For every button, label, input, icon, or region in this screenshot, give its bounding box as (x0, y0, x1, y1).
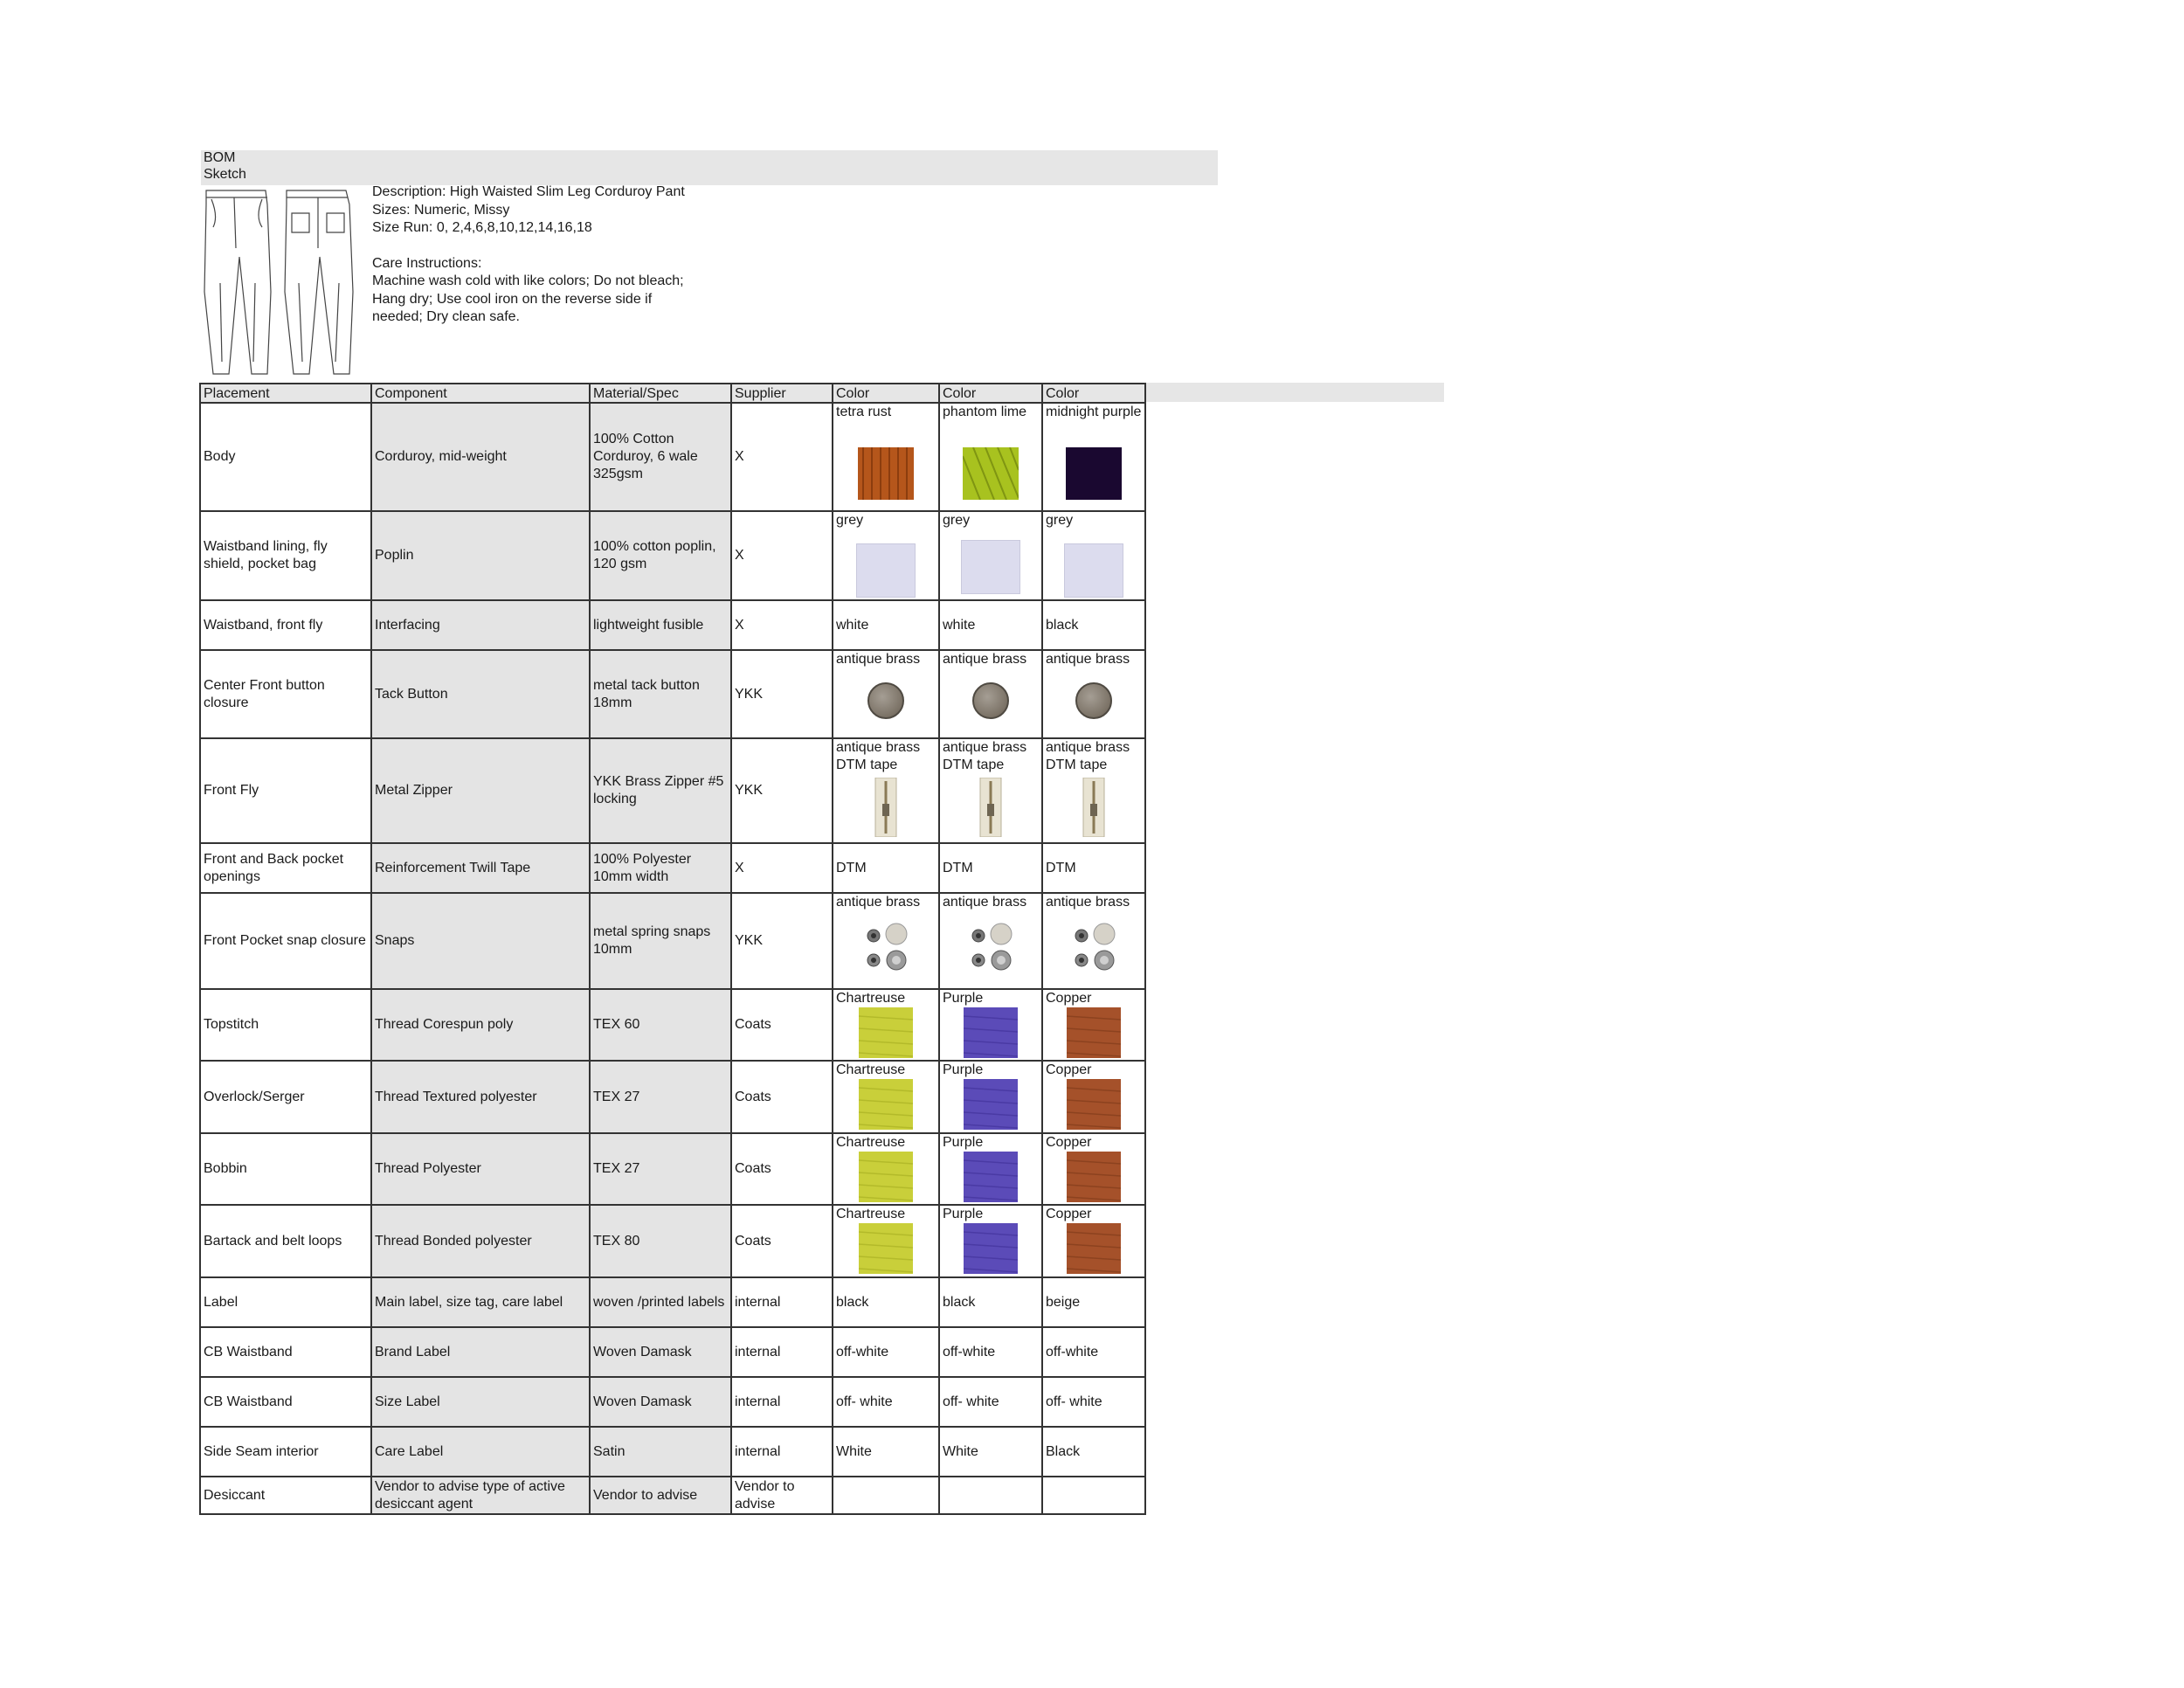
cell-color-1 (833, 989, 939, 1061)
color-label: antique brass (1046, 652, 1130, 667)
cell-component: Interfacing (371, 600, 590, 650)
cell-supplier: X (731, 843, 833, 893)
cell-material: Woven Damask (590, 1377, 731, 1427)
header-color-3: Color (1042, 384, 1145, 403)
cell-supplier: Coats (731, 1061, 833, 1133)
cell-component: Thread Corespun poly (371, 989, 590, 1061)
tack-button-icon (867, 682, 904, 719)
header-color-2: Color (939, 384, 1042, 403)
cell-component: Poplin (371, 511, 590, 600)
cell-supplier: Vendor to advise (731, 1477, 833, 1514)
thread-swatch-purple (964, 1152, 1018, 1202)
cell-color-2 (939, 1133, 1042, 1205)
care-line-2: Hang dry; Use cool iron on the reverse side if (372, 291, 653, 307)
cell-placement: Label (200, 1277, 371, 1327)
color-label: Copper (1046, 1207, 1092, 1221)
cell-supplier: X (731, 511, 833, 600)
cell-color-2 (939, 989, 1042, 1061)
color-label: antique brass (836, 652, 921, 667)
cell-color-2: DTM (939, 843, 1042, 893)
cell-supplier: Coats (731, 1205, 833, 1277)
color-label: grey (943, 513, 971, 528)
cell-material: TEX 60 (590, 989, 731, 1061)
cell-color-1 (833, 1061, 939, 1133)
cell-color-3: off- white (1042, 1377, 1145, 1427)
cell-color-3: black (1042, 600, 1145, 650)
cell-color-3 (1042, 403, 1145, 511)
poplin-swatch (1064, 543, 1123, 598)
cell-placement: Desiccant (200, 1477, 371, 1514)
cell-supplier: YKK (731, 738, 833, 843)
snaps-icon (861, 922, 910, 974)
color-label: antique brass DTM tape (943, 740, 1027, 772)
cell-supplier: YKK (731, 650, 833, 738)
cell-placement: CB Waistband (200, 1377, 371, 1427)
cell-placement: Side Seam interior (200, 1427, 371, 1477)
cell-material: Satin (590, 1427, 731, 1477)
poplin-swatch (856, 543, 916, 598)
cell-color-2 (939, 738, 1042, 843)
table-row (200, 511, 1145, 600)
poplin-swatch (961, 540, 1020, 594)
cell-supplier: YKK (731, 893, 833, 989)
cell-supplier: internal (731, 1427, 833, 1477)
table-row (200, 893, 1145, 989)
tack-button-icon (972, 682, 1009, 719)
cell-color-3: off-white (1042, 1327, 1145, 1377)
cell-color-2 (939, 1205, 1042, 1277)
table-header-row (200, 384, 1145, 403)
sizes-line: Sizes: Numeric, Missy (372, 202, 510, 218)
cell-placement: Waistband lining, fly shield, pocket bag (200, 511, 371, 600)
cell-component: Snaps (371, 893, 590, 989)
cell-color-3: Black (1042, 1427, 1145, 1477)
table-row (200, 600, 1145, 650)
cell-material: TEX 27 (590, 1061, 731, 1133)
cell-supplier: X (731, 403, 833, 511)
cell-supplier: X (731, 600, 833, 650)
bom-table-wrap (199, 383, 1146, 1515)
cell-color-3: DTM (1042, 843, 1145, 893)
cell-color-2 (939, 1477, 1042, 1514)
cell-color-3 (1042, 1477, 1145, 1514)
header-band (201, 150, 1218, 185)
cell-color-2 (939, 650, 1042, 738)
color-label: grey (1046, 513, 1074, 528)
cell-material: TEX 80 (590, 1205, 731, 1277)
color-label: Copper (1046, 1062, 1092, 1077)
table-row (200, 650, 1145, 738)
table-row (200, 1377, 1145, 1427)
tack-button-icon (1075, 682, 1112, 719)
color-label: midnight purple (1046, 405, 1142, 419)
table-row (200, 1133, 1145, 1205)
cell-placement: Overlock/Serger (200, 1061, 371, 1133)
cell-placement: Front Fly (200, 738, 371, 843)
cell-color-2 (939, 1061, 1042, 1133)
cell-color-1: off- white (833, 1377, 939, 1427)
cell-color-1 (833, 511, 939, 600)
cell-placement: Bobbin (200, 1133, 371, 1205)
cell-color-1: black (833, 1277, 939, 1327)
cell-color-2 (939, 893, 1042, 989)
cell-placement: Body (200, 403, 371, 511)
color-label: phantom lime (943, 405, 1027, 419)
snaps-icon (1069, 922, 1118, 974)
cell-supplier: internal (731, 1327, 833, 1377)
cell-material: TEX 27 (590, 1133, 731, 1205)
cell-supplier: Coats (731, 1133, 833, 1205)
cell-color-3 (1042, 1133, 1145, 1205)
cell-color-1: white (833, 600, 939, 650)
description-line: Description: High Waisted Slim Leg Corduroy Pant (372, 184, 685, 199)
cell-color-3 (1042, 1061, 1145, 1133)
cell-component: Size Label (371, 1377, 590, 1427)
size-run-line: Size Run: 0, 2,4,6,8,10,12,14,16,18 (372, 220, 592, 235)
zipper-icon (978, 778, 1003, 837)
color-label: antique brass DTM tape (1046, 740, 1130, 772)
color-label: Purple (943, 1135, 984, 1150)
color-label: antique brass (943, 652, 1027, 667)
color-label: antique brass (836, 895, 921, 910)
cell-color-1 (833, 1133, 939, 1205)
thread-swatch-copper (1067, 1079, 1121, 1130)
table-row (200, 1277, 1145, 1327)
cell-material: 100% Polyester 10mm width (590, 843, 731, 893)
thread-swatch-chartreuse (859, 1079, 913, 1130)
cell-material: woven /printed labels (590, 1277, 731, 1327)
color-label: Chartreuse (836, 991, 906, 1006)
care-line-3: needed; Dry clean safe. (372, 309, 520, 324)
color-label: antique brass DTM tape (836, 740, 921, 772)
cell-placement: Waistband, front fly (200, 600, 371, 650)
thread-swatch-purple (964, 1079, 1018, 1130)
pant-sketch (201, 187, 356, 377)
header-material: Material/Spec (590, 384, 731, 403)
cell-material: metal tack button 18mm (590, 650, 731, 738)
cell-placement: Front and Back pocket openings (200, 843, 371, 893)
color-label: Copper (1046, 991, 1092, 1006)
cell-color-3: beige (1042, 1277, 1145, 1327)
thread-swatch-chartreuse (859, 1223, 913, 1274)
header-color-1: Color (833, 384, 939, 403)
color-label: Purple (943, 1062, 984, 1077)
cell-color-1 (833, 650, 939, 738)
table-row (200, 1477, 1145, 1514)
table-row (200, 1327, 1145, 1377)
color-label: Copper (1046, 1135, 1092, 1150)
care-title: Care Instructions: (372, 255, 482, 271)
thread-swatch-copper (1067, 1152, 1121, 1202)
cell-supplier: Coats (731, 989, 833, 1061)
table-row (200, 1205, 1145, 1277)
cell-component: Vendor to advise type of active desiccant agent (371, 1477, 590, 1514)
table-row (200, 989, 1145, 1061)
cell-color-3 (1042, 650, 1145, 738)
cell-color-3 (1042, 511, 1145, 600)
cell-component: Thread Bonded polyester (371, 1205, 590, 1277)
cell-component: Corduroy, mid-weight (371, 403, 590, 511)
header-component: Component (371, 384, 590, 403)
table-row (200, 1427, 1145, 1477)
thread-swatch-purple (964, 1007, 1018, 1058)
cell-color-2: White (939, 1427, 1042, 1477)
cell-color-1 (833, 1477, 939, 1514)
cell-color-1: off-white (833, 1327, 939, 1377)
thread-swatch-copper (1067, 1223, 1121, 1274)
header-supplier: Supplier (731, 384, 833, 403)
color-label: Chartreuse (836, 1062, 906, 1077)
header-placement: Placement (200, 384, 371, 403)
cell-color-1 (833, 893, 939, 989)
cell-color-2: off- white (939, 1377, 1042, 1427)
zipper-icon (874, 778, 898, 837)
cell-color-1: DTM (833, 843, 939, 893)
cell-color-1: White (833, 1427, 939, 1477)
table-row (200, 738, 1145, 843)
thread-swatch-chartreuse (859, 1152, 913, 1202)
description-block (372, 183, 757, 327)
fabric-swatch-midnight-purple (1066, 447, 1122, 500)
fabric-swatch-rust (858, 447, 914, 500)
cell-color-3 (1042, 893, 1145, 989)
color-label: Chartreuse (836, 1207, 906, 1221)
table-row (200, 1061, 1145, 1133)
cell-supplier: internal (731, 1277, 833, 1327)
cell-placement: Topstitch (200, 989, 371, 1061)
cell-component: Reinforcement Twill Tape (371, 843, 590, 893)
thread-swatch-copper (1067, 1007, 1121, 1058)
cell-color-2 (939, 511, 1042, 600)
snaps-icon (966, 922, 1015, 974)
cell-color-3 (1042, 989, 1145, 1061)
thread-swatch-purple (964, 1223, 1018, 1274)
care-line-1: Machine wash cold with like colors; Do not bleach; (372, 273, 684, 288)
cell-component: Brand Label (371, 1327, 590, 1377)
cell-placement: CB Waistband (200, 1327, 371, 1377)
bom-table (199, 383, 1146, 1515)
cell-color-1 (833, 403, 939, 511)
cell-material: 100% Cotton Corduroy, 6 wale 325gsm (590, 403, 731, 511)
table-row (200, 403, 1145, 511)
color-label: Chartreuse (836, 1135, 906, 1150)
cell-component: Care Label (371, 1427, 590, 1477)
cell-color-3 (1042, 1205, 1145, 1277)
color-label: tetra rust (836, 405, 892, 419)
thread-swatch-chartreuse (859, 1007, 913, 1058)
cell-placement: Bartack and belt loops (200, 1205, 371, 1277)
color-label: Purple (943, 1207, 984, 1221)
cell-component: Thread Polyester (371, 1133, 590, 1205)
cell-color-1 (833, 1205, 939, 1277)
cell-component: Metal Zipper (371, 738, 590, 843)
sketch-title: Sketch (204, 167, 246, 182)
cell-color-2: black (939, 1277, 1042, 1327)
cell-supplier: internal (731, 1377, 833, 1427)
cell-material: YKK Brass Zipper #5 locking (590, 738, 731, 843)
cell-component: Main label, size tag, care label (371, 1277, 590, 1327)
cell-color-1 (833, 738, 939, 843)
color-label: antique brass (943, 895, 1027, 910)
bom-title: BOM (204, 150, 236, 165)
color-label: antique brass (1046, 895, 1130, 910)
cell-color-2: off-white (939, 1327, 1042, 1377)
cell-color-2 (939, 403, 1042, 511)
cell-material: metal spring snaps 10mm (590, 893, 731, 989)
table-row (200, 843, 1145, 893)
color-label: Purple (943, 991, 984, 1006)
cell-material: Woven Damask (590, 1327, 731, 1377)
cell-material: lightweight fusible (590, 600, 731, 650)
cell-component: Thread Textured polyester (371, 1061, 590, 1133)
cell-placement: Front Pocket snap closure (200, 893, 371, 989)
zipper-icon (1082, 778, 1106, 837)
cell-material: 100% cotton poplin, 120 gsm (590, 511, 731, 600)
fabric-swatch-lime (963, 447, 1019, 500)
color-label: grey (836, 513, 864, 528)
cell-color-3 (1042, 738, 1145, 843)
cell-material: Vendor to advise (590, 1477, 731, 1514)
cell-color-2: white (939, 600, 1042, 650)
cell-placement: Center Front button closure (200, 650, 371, 738)
cell-component: Tack Button (371, 650, 590, 738)
header-row-extension (1142, 383, 1444, 402)
